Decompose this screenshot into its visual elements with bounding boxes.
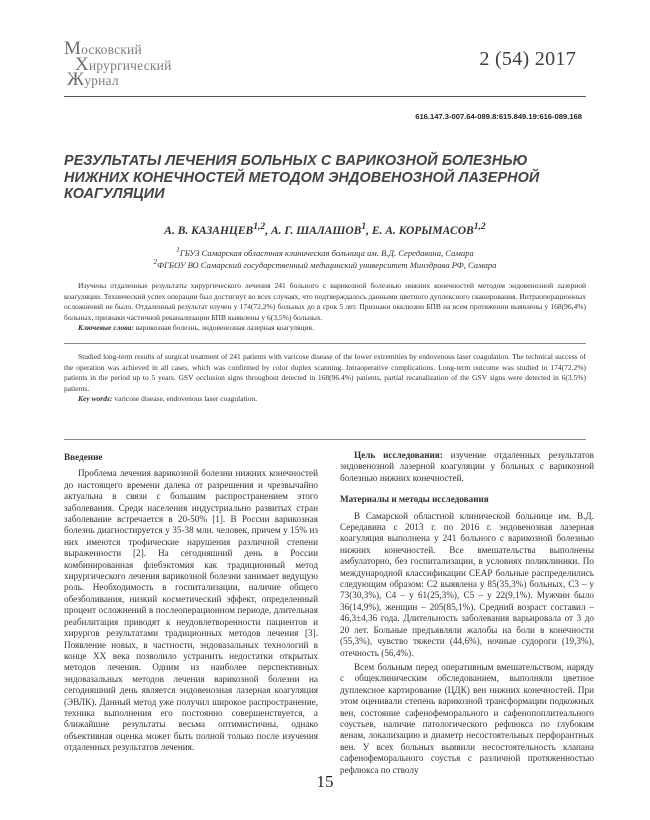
keywords-english: Key words: varicose disease, endovenous laser coagulation. — [78, 394, 258, 404]
body-divider — [64, 439, 586, 440]
abstract-english — [64, 352, 586, 405]
author-list: А. В. КАЗАНЦЕВ$^{1,2}$, А. Г. ШАЛАШОВ$^1$, Е. А. КОРЫМАСОВ$^{1,2}$ — [164, 221, 486, 237]
affiliation-1: $^1$ГБУЗ Самарская областная клиническая больница им. В.Д. Середавина, Самара — [176, 246, 474, 258]
body-column-right — [340, 450, 594, 776]
affiliation-2: $^2$ФГБОУ ВО Самарский государственный медицинский университет Минздрава РФ, Самара — [153, 258, 497, 270]
body-column-left — [64, 450, 318, 754]
issue-number: 2 (54) 2017 — [479, 48, 576, 70]
author-1: А. В. КАЗАНЦЕВ — [164, 224, 254, 237]
methods-paragraph-1: В Самарской областной клинической больнице им. В.Д. Середавина с 2013 г. по 2016 г. эндовенозная лазерная коагуляция выполнена у 241 больного с варикозной болезнью нижних конечностей. Все вмешательства выполнены амбулаторно, без госпитализации, в условиях поликлиники. По международной классификации СЕАР больные распределились следующим образом: С2 выявлена у 85(35,3%) больных, С3 – у 73(30,3%), С4 – у 61(25,3%), С5 – у 22(9,1%). Мужчин было 36(14,9%), женщин – 205(85,1%). Средний возраст составил – 46,3±4,36 года. Длительность заболевания варьировала от 3 до 20 лет. Больные предъявляли жалобы на боли в конечности (55,3%), чувство тяжести (44,6%), ночные судороги (19,3%), отечность (56,4%). — [340, 510, 594, 658]
udc-code: 616.147.3-007.64-089.8:615.849.19:616-089.168 — [415, 112, 582, 121]
aim-paragraph: Цель исследования: изучение отдаленных результатов эндовенозной лазерной коагуляции у больных с варикозной болезнью нижних конечностей. — [340, 450, 594, 483]
abstract-english-text: Studied long-term results of surgical treatment of 241 patients with varicose disease of the lower extremities by endovenous laser coagulation. The technical success of the operation was achieved in all cases, which was confirmed by color duplex scanning. Intraoperative complications. Long-term outcome was studied in 174(72.2%) patients in the period up to 5 years. GSV occlusion signs throughout detected in 168(96.4%) patients, partial recanalization of the GSV signs were detected in 6(3.5%) patients. — [64, 352, 586, 393]
author-2: А. Г. ШАЛАШОВ — [270, 224, 362, 237]
keywords-russian: Ключевые слова: варикозная болезнь, эндовенозная лазерная коагуляция. — [78, 323, 314, 333]
abstract-russian-text: Изучены отдаленные результаты хирургического лечения 241 больного с варикозной болезнью нижних конечностей методом эндовенозной лазерной коагуляции. Технический успех операции был достигнут во всех случаях, что подтверждалось данными цветного дуплексного сканирования. Интраоперационных осложнений не было. Отдаленный результат изучен у 174(72,2%) больных до в срок 5 лет. Признаки окклюзии БПВ на всем протяжении выявлены у 168(96,4%) больных, признаки частичной реканализации БПВ выявлены у 6(3,5%) больных. — [64, 281, 586, 322]
journal-logo-line2: Хирургический — [75, 54, 172, 75]
abstract-divider — [64, 343, 586, 344]
page-number: 15 — [316, 772, 334, 791]
journal-logo-line3: Журнал — [67, 69, 119, 90]
methods-paragraph-2: Всем больным перед оперативным вмешательством, наряду с общеклиническим обследованием, выполняли цветное дуплексное картирование (ЦДК) вен нижних конечностей. При этом оценивали степень варикозной трансформации подкожных вен, состояние сафенофеморального и сафенопоплитеального соустьев, наличие патологического рефлюкса по глубоким венам, локализацию и диаметр несостоятельных перфорантных вен. У всех больных выявили несостоятельность клапана сафенофеморального соустья с различной протяженностью рефлюкса по стволу — [340, 661, 594, 775]
abstract-russian — [64, 281, 586, 334]
section-heading-introduction: Введение — [64, 452, 103, 462]
article-title: РЕЗУЛЬТАТЫ ЛЕЧЕНИЯ БОЛЬНЫХ С ВАРИКОЗНОЙ БОЛЕЗНЬЮ НИЖНИХ КОНЕЧНОСТЕЙ МЕТОДОМ ЭНДОВЕНОЗНОЙ ЛАЗЕРНОЙ КОАГУЛЯЦИИ — [64, 153, 540, 202]
header-divider — [64, 96, 586, 97]
introduction-paragraph: Проблема лечения варикозной болезни нижних конечностей до настоящего времени далека от разрешения и чрезвычайно актуальна в связи с большим распространением этого заболевания. Среди населения индустриально развитых стран заболевание встречается в 20-50% [1]. В России варикозная болезнь диагностируется у 35-38 млн. человек, причем у 15% из них имеются трофические нарушения различной степени выраженности [2]. На сегодняшний день в России комбинированная флебэктомия как традиционный метод хирургического лечения варикозной болезни занимает ведущую роль. Необходимость в госпитализации, наличие общего обезболивания, низкий косметический эффект, определенный процент осложнений в послеоперационном периоде, длительная реабилитация приводят к неудовлетворенности пациентов и хирургов результатами традиционных методов лечения [3]. Появление новых, в частности, эндовазальных технологий в конце XX века позволило устранить недостатки открытых методов лечения. Одним из наиболее перспективных эндовазальных методов лечения варикозной болезни на сегодняшний день является эндовенозная лазерная коагуляция (ЭВЛК). Данный метод уже получил широкое распространение, техника выполнения его постоянно совершенствуется, а ближайшие результаты весьма оптимистичны, однако объективная оценка может быть полной только после изучения отдаленных результатов лечения. — [64, 468, 318, 753]
author-3: Е. А. КОРЫМАСОВ — [371, 224, 474, 237]
section-heading-methods: Материалы и методы исследования — [340, 494, 489, 505]
journal-logo — [64, 40, 214, 96]
journal-logo-line1: Московский — [64, 38, 142, 59]
